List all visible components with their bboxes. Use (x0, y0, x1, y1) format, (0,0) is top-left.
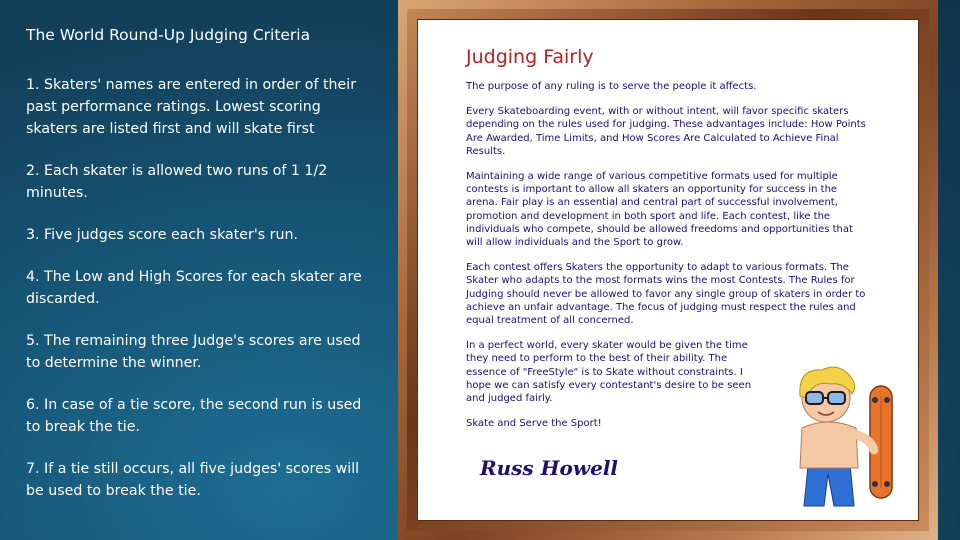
document-title: Judging Fairly (466, 46, 594, 68)
document-paragraph-3: Maintaining a wide range of various competitive formats used for multiple contests is important to allow all skaters an opportunity for success in the arena. Fair play is an essential and central part of successful involvement, promotion and development in both sport and life. Each contest, like the individuals who compete, should be allowed freedoms and opportunities that will allow individuals and the Sport to grow. (466, 171, 853, 249)
document-paragraph-2: Every Skateboarding event, with or without intent, will favor specific skaters depending on the rules used for judging. These advantages include: How Points Are Awarded, Time Limits, and How Scores Are Calculated to Achieve Final Results. (466, 106, 866, 157)
criteria-item-4: 4. The Low and High Scores for each skater are discarded. (26, 269, 362, 307)
criteria-item-1: 1. Skaters' names are entered in order of their past performance ratings. Lowest scoring skaters are listed first and will skate first (26, 77, 357, 137)
criteria-item-7: 7. If a tie still occurs, all five judges' scores will be used to break the tie. (26, 461, 360, 499)
judging-fairly-document (417, 19, 919, 521)
document-paragraph-1: The purpose of any ruling is to serve the people it affects. (466, 81, 757, 92)
signature: Russ Howell (480, 456, 619, 480)
criteria-item-2: 2. Each skater is allowed two runs of 1 1/2 minutes. (26, 163, 328, 201)
criteria-panel (26, 26, 376, 522)
criteria-item-5: 5. The remaining three Judge's scores are used to determine the winner. (26, 333, 361, 371)
criteria-title: The World Round-Up Judging Criteria (26, 26, 311, 44)
document-paragraph-4: Each contest offers Skaters the opportunity to adapt to various formats. The Skater who adapts to the most formats wins the most Contests. The Rules for Judging should never be allowed to favor any single group of skaters in order to achieve an unfair advantage. The focus of judging must respect the rules and equal treatment of all concerned. (466, 262, 866, 327)
criteria-item-6: 6. In case of a tie score, the second run is used to break the tie. (26, 397, 362, 435)
document-paragraph-5: In a perfect world, every skater would be given the time they need to perform to the best of their ability. The essence of "FreeStyle" is to Skate without constraints. I hope we can satisfy every contestant's desire to be seen and judged fairly. (466, 340, 752, 405)
criteria-item-3: 3. Five judges score each skater's run. (26, 227, 298, 243)
picture-frame (398, 0, 938, 540)
picture-frame-inner (407, 9, 929, 531)
skater-cartoon-icon (778, 358, 908, 508)
document-paragraph-6: Skate and Serve the Sport! (466, 418, 602, 430)
